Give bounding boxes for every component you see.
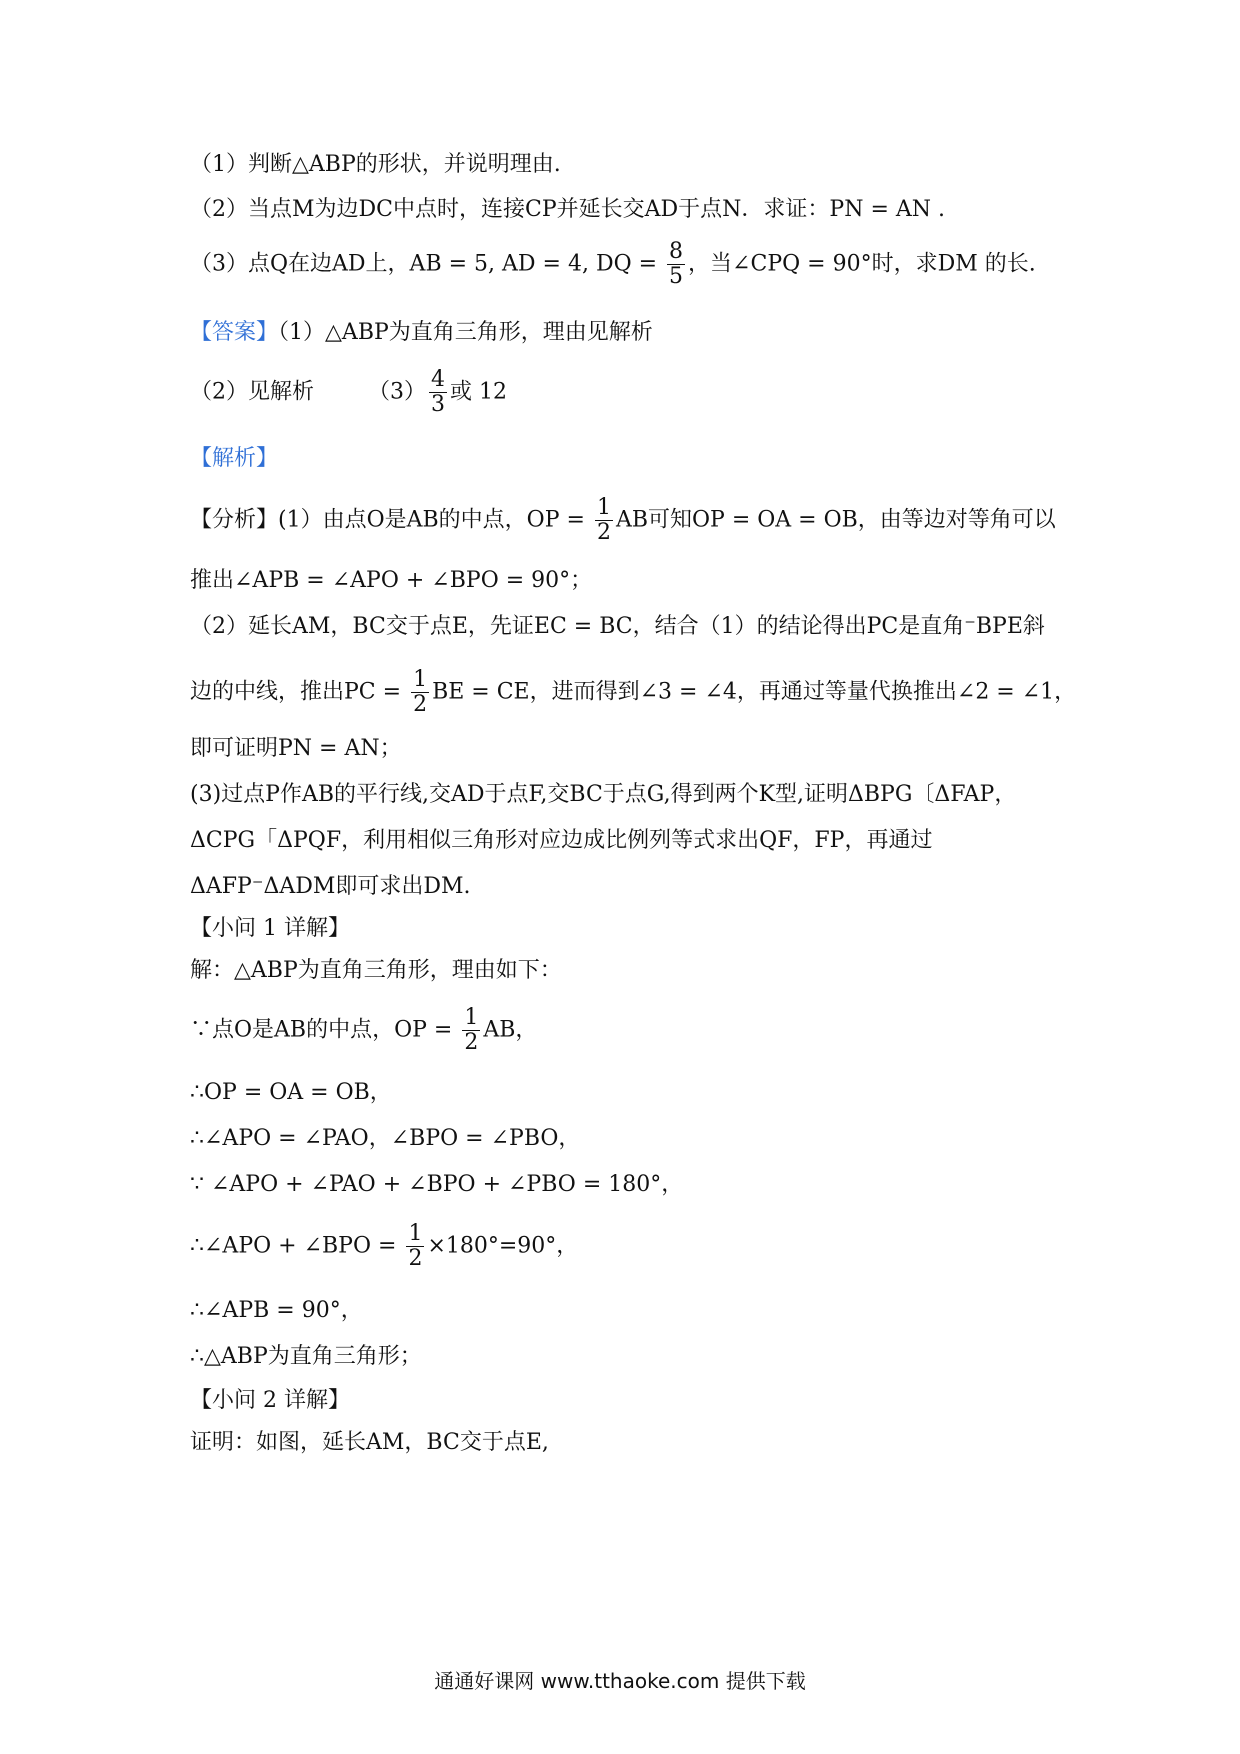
answer-3-prefix: （3） [368,379,426,405]
fraction-denominator: 3 [431,392,445,417]
sub1-line-7: ∴∠APB = 90°， [190,1298,363,1323]
analysis-p1-prefix: 【分析】(1）由点O是AB的中点，OP = [190,507,592,533]
sub1-l6-prefix: ∴∠APO + ∠BPO = [190,1233,404,1259]
analysis-paragraph-7: ΔCPG「ΔPQF，利用相似三角形对应边成比例列等式求出QF，FP，再通过 [190,828,933,853]
question-3 [190,240,1090,289]
fraction-denominator: 2 [408,1246,423,1271]
fraction-numerator: 4 [431,367,445,392]
fraction [462,1006,480,1055]
answer-2: （2）见解析 [190,379,314,405]
answer-line-1 [190,318,1090,348]
sub1-line-5: ∵ ∠APO + ∠PAO + ∠BPO + ∠PBO = 180°， [190,1172,684,1197]
fraction-numerator: 1 [464,1005,479,1030]
sub1-label: 【小问 1 详解】 [190,916,350,941]
question-2: （2）当点M为边DC中点时，连接CP并延长交AD于点N．求证：PN = AN . [190,197,946,222]
fraction [429,368,447,417]
sub1-line-3: ∴OP = OA = OB， [190,1080,392,1105]
fraction-numerator: 1 [596,495,611,520]
sub1-line-6 [190,1222,1090,1271]
analysis-paragraph-1 [190,496,1090,545]
analysis-p4-prefix: 边的中线，推出PC = [190,679,409,705]
analysis-paragraph-8: ΔAFP⁻ΔADM即可求出DM. [190,874,471,899]
fraction-numerator: 1 [413,667,428,692]
question-3-prefix: （3）点Q在边AD上，AB = 5, AD = 4, DQ = [190,251,665,277]
sub2-label: 【小问 2 详解】 [190,1388,350,1413]
analysis-paragraph-2: 推出∠APB = ∠APO + ∠BPO = 90°； [190,568,593,593]
page-footer: 通通好课网 www.tthaoke.com 提供下载 [434,1669,806,1693]
fraction-numerator: 8 [669,239,684,264]
sub1-l2-suffix: AB， [483,1017,538,1043]
fraction-denominator: 2 [413,692,428,717]
analysis-paragraph-6: (3)过点P作AB的平行线,交AD于点F,交BC于点G,得到两个K型,证明ΔBPG〔ΔFAP， [190,782,1017,807]
analysis-paragraph-5: 即可证明PN = AN； [190,736,402,761]
fraction-numerator: 1 [408,1221,423,1246]
sub1-line-8: ∴△ABP为直角三角形； [190,1344,422,1369]
sub1-line-4: ∴∠APO = ∠PAO，∠BPO = ∠PBO， [190,1126,581,1151]
sub1-l6-suffix: ×180°=90°， [427,1233,579,1259]
fraction [406,1222,424,1271]
answer-line-2 [190,368,1090,417]
fraction [595,496,613,545]
answer-label: 【答案】 [190,320,279,345]
analysis-label: 【解析】 [190,446,279,471]
analysis-p1-suffix: AB可知OP = OA = OB，由等边对等角可以 [615,507,1056,533]
sub1-line-1: 解：△ABP为直角三角形，理由如下： [190,958,562,983]
fraction-denominator: 2 [464,1030,479,1055]
sub2-line-1: 证明：如图，延长AM，BC交于点E, [190,1430,549,1455]
question-1: （1）判断△ABP的形状，并说明理由. [190,152,561,177]
fraction-denominator: 2 [596,520,611,545]
analysis-paragraph-3: （2）延长AM，BC交于点E，先证EC = BC，结合（1）的结论得出PC是直角⁻BPE斜 [190,614,1045,639]
fraction-denominator: 5 [669,264,684,289]
analysis-paragraph-4 [190,668,1090,717]
analysis-p4-suffix: BE = CE，进而得到∠3 = ∠4，再通过等量代换推出∠2 = ∠1， [432,679,1077,705]
fraction [411,668,429,717]
answer-3-suffix: 或 12 [450,379,507,405]
fraction [667,240,685,289]
sub1-l2-prefix: ∵点O是AB的中点，OP = [190,1017,460,1043]
sub1-line-2 [190,1006,1090,1055]
answer-1: （1）△ABP为直角三角形，理由见解析 [278,320,653,345]
question-3-suffix: ，当∠CPQ = 90°时，求DM 的长. [688,251,1036,277]
